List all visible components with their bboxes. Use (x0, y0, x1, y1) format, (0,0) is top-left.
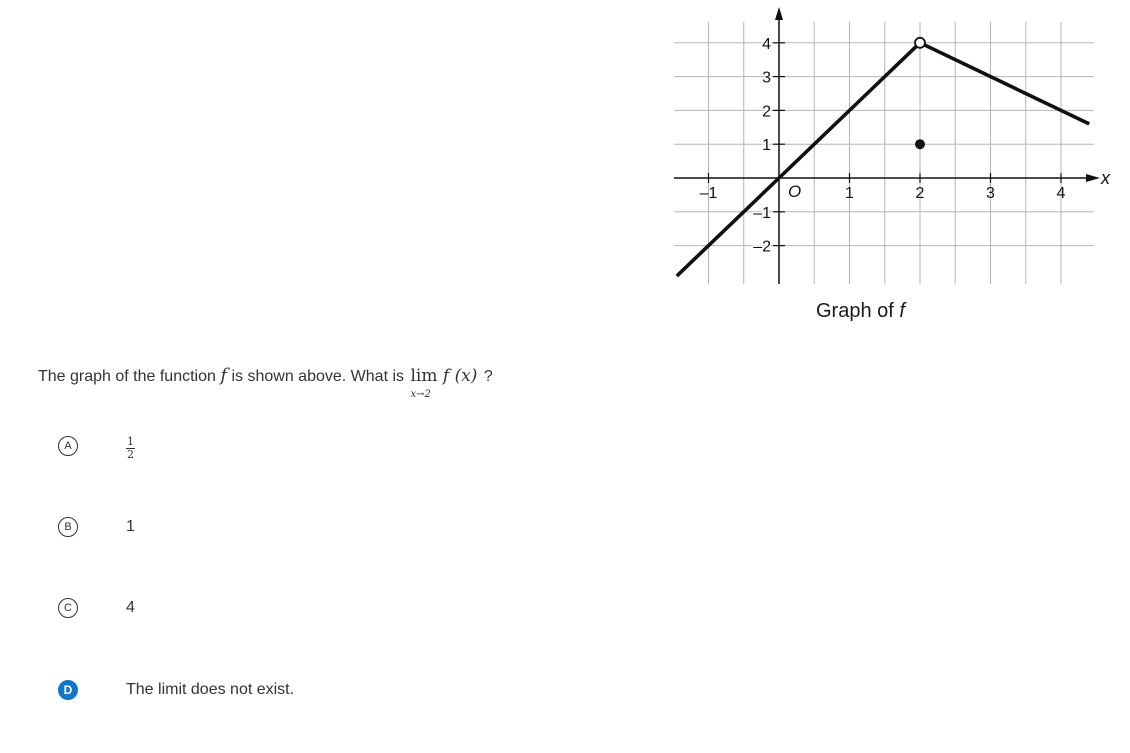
y-axis-arrow (775, 7, 783, 20)
limit-expression (410, 365, 478, 400)
choice-b[interactable] (58, 514, 135, 540)
fraction-numerator: 1 (127, 434, 134, 448)
fraction-one-half (126, 436, 135, 461)
y-tick-label: 2 (762, 103, 771, 121)
x-tick-label: 3 (986, 185, 995, 202)
choice-c-bubble[interactable]: C (58, 598, 78, 618)
limit-word: lim (410, 366, 438, 386)
x-tick-label: 2 (915, 185, 925, 202)
origin-label: O (788, 182, 802, 201)
question-function-var: f (220, 365, 228, 386)
y-tick-label: –2 (753, 238, 771, 256)
question-text (38, 365, 493, 400)
x-tick-label: 4 (1056, 185, 1066, 202)
choice-b-bubble[interactable]: B (58, 517, 78, 537)
graph-caption-var: f (899, 300, 905, 322)
limit-function: f (x) (442, 366, 478, 386)
choice-c[interactable] (58, 595, 135, 621)
closed-point (915, 139, 925, 149)
y-tick-label: 3 (762, 69, 771, 87)
choice-c-answer: 4 (126, 599, 135, 616)
graph-caption-prefix: Graph of (816, 300, 894, 322)
question-prefix: The graph of the function (38, 368, 216, 385)
x-axis-label: x (1101, 168, 1110, 188)
choice-d-bubble[interactable]: D (58, 680, 78, 700)
x-tick-label: 1 (845, 185, 854, 202)
question-middle: is shown above. What is (231, 368, 405, 385)
open-point (915, 38, 925, 48)
x-tick-label: –1 (699, 185, 718, 202)
function-curve (677, 43, 1089, 276)
limit-subscript: x→2 (410, 389, 431, 400)
y-tick-label: –1 (753, 204, 771, 222)
choice-a-answer (126, 432, 135, 461)
choice-a[interactable] (58, 433, 134, 461)
choice-d[interactable] (58, 677, 295, 703)
function-graph (668, 0, 1108, 295)
x-axis-arrow (1086, 174, 1100, 182)
choice-b-answer: 1 (126, 518, 135, 535)
fraction-denominator: 2 (127, 447, 134, 461)
graph-canvas (668, 0, 1108, 295)
y-tick-label: 4 (762, 35, 771, 53)
choice-d-answer: The limit does not exist. (126, 681, 295, 698)
choice-a-bubble[interactable]: A (58, 436, 78, 456)
y-tick-label: 1 (762, 137, 771, 155)
question-suffix: ? (483, 368, 493, 385)
